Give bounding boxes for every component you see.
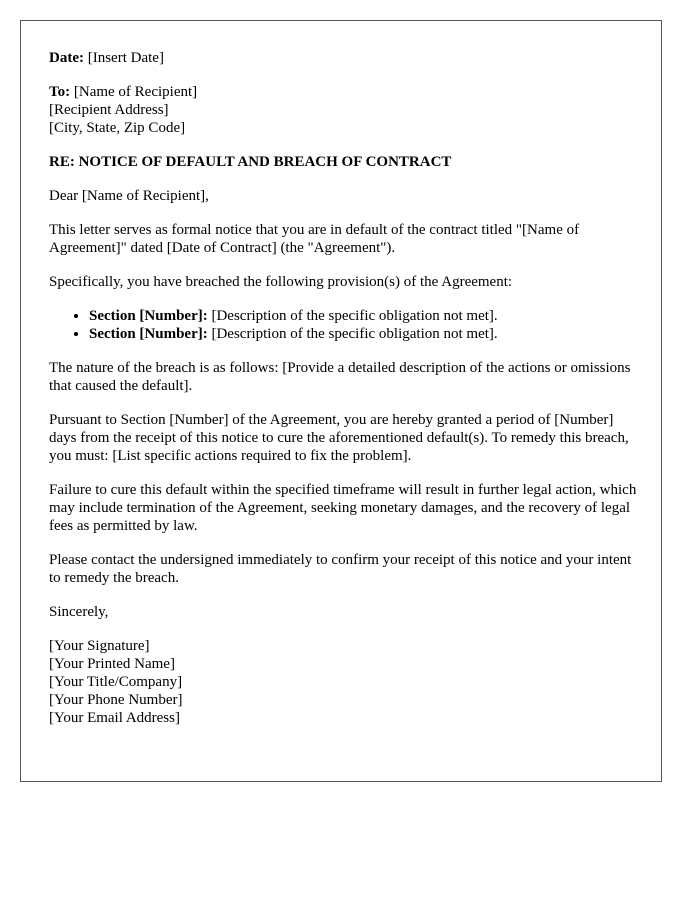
section-label: Section [Number]:	[89, 326, 208, 342]
section-description: [Description of the specific obligation not met].	[207, 308, 498, 324]
intro-paragraph: This letter serves as formal notice that you are in default of the contract titled "[Name of Agreement]" dated [Date of Contract] (the "Agreement").	[49, 222, 580, 256]
date-value: [Insert Date]	[83, 50, 164, 66]
pursuant-paragraph: Pursuant to Section [Number] of the Agreement, you are hereby granted a period of [Number] days from the receipt of this notice to cure the aforementioned default(s). To remedy this breach, you must: [List specific actions required to fix the problem].	[49, 412, 629, 464]
title-company-line: [Your Title/Company]	[49, 674, 183, 690]
recipient-address: [Recipient Address]	[49, 102, 169, 118]
failure-paragraph: Failure to cure this default within the specified timeframe will result in further legal action, which may include termination of the Agreement, seeking monetary damages, and the recovery of legal fees as permitted by law.	[49, 482, 637, 534]
letter-document	[20, 20, 662, 782]
recipient-block	[49, 83, 641, 137]
signature-block	[49, 637, 641, 727]
phone-line: [Your Phone Number]	[49, 692, 183, 708]
email-line: [Your Email Address]	[49, 710, 180, 726]
list-item	[89, 325, 641, 343]
signature-line: [Your Signature]	[49, 638, 150, 654]
closing: Sincerely,	[49, 604, 109, 620]
contact-paragraph: Please contact the undersigned immediately to confirm your receipt of this notice and your intent to remedy the breach.	[49, 552, 632, 586]
printed-name-line: [Your Printed Name]	[49, 656, 175, 672]
salutation: Dear [Name of Recipient],	[49, 188, 209, 204]
provisions-intro-paragraph: Specifically, you have breached the following provision(s) of the Agreement:	[49, 274, 513, 290]
recipient-name: [Name of Recipient]	[70, 84, 198, 100]
provisions-list	[49, 307, 641, 343]
date-line	[49, 49, 641, 67]
recipient-label: To:	[49, 84, 71, 100]
recipient-name-line	[49, 83, 641, 101]
section-description: [Description of the specific obligation not met].	[207, 326, 498, 342]
section-label: Section [Number]:	[89, 308, 208, 324]
subject-line: RE: NOTICE OF DEFAULT AND BREACH OF CONTRACT	[49, 154, 452, 170]
recipient-city-state-zip: [City, State, Zip Code]	[49, 120, 186, 136]
date-label: Date:	[49, 50, 84, 66]
list-item	[89, 307, 641, 325]
nature-paragraph: The nature of the breach is as follows: [Provide a detailed description of the actions or omissions that caused the default].	[49, 360, 631, 394]
